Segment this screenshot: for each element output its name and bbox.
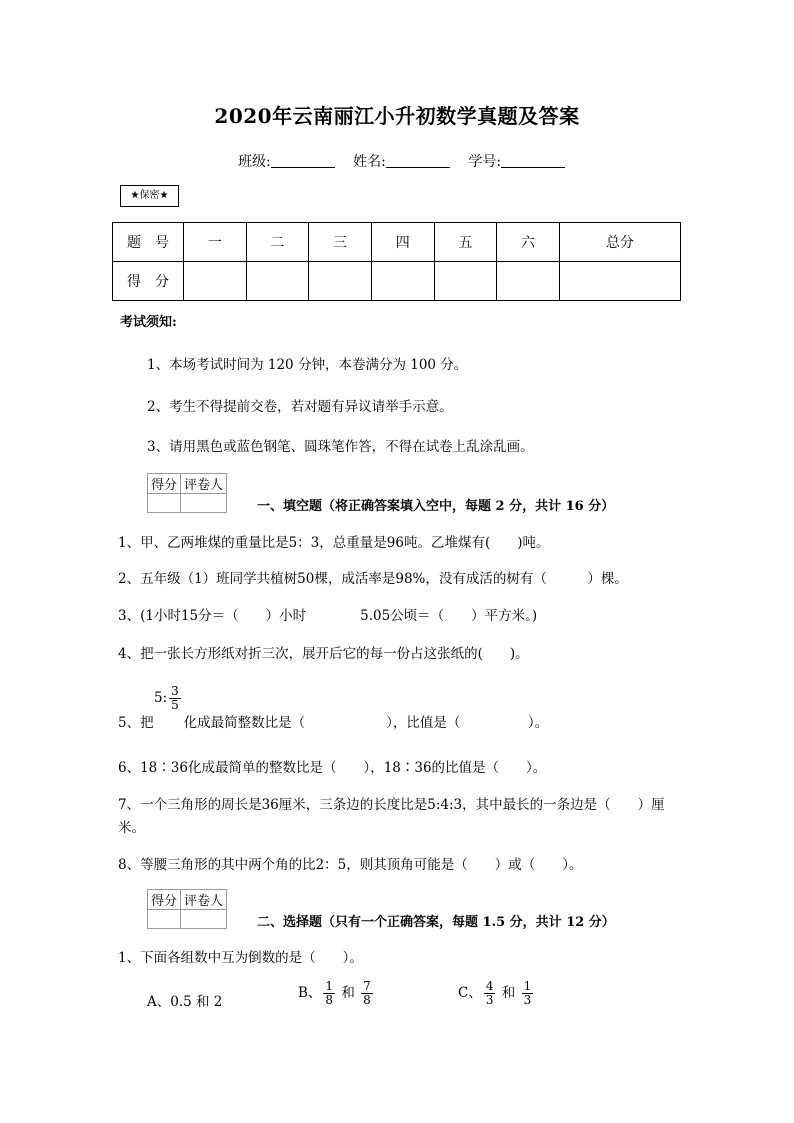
question-1-7-line2: 米。 xyxy=(118,820,145,836)
question-1-5-ratio xyxy=(154,685,183,712)
option-b-fraction-1 xyxy=(323,980,335,1007)
fraction-denominator: 8 xyxy=(363,993,371,1008)
question-1-8: 8、等腰三角形的其中两个角的比2：5，则其顶角可能是（ ）或（ ）。 xyxy=(118,857,583,873)
class-blank xyxy=(271,153,335,168)
ratio-prefix: 5: xyxy=(154,690,168,707)
question-1-2: 2、五年级（1）班同学共植树50棵，成活率是98%，没有成活的树有（ ）棵。 xyxy=(118,571,628,587)
score-row-label: 得 分 xyxy=(113,262,184,301)
section-2-heading: 二、选择题（只有一个正确答案，每题 1.5 分，共计 12 分） xyxy=(257,915,615,930)
fraction-denominator: 8 xyxy=(325,993,334,1008)
score-table-header-cell: 五 xyxy=(434,223,497,262)
fraction-numerator: 7 xyxy=(363,979,371,993)
score-cell xyxy=(371,262,434,301)
score-cell xyxy=(246,262,309,301)
student-info-line xyxy=(238,151,579,171)
score-table-header-cell: 四 xyxy=(371,223,434,262)
grader-reviewer-label: 评卷人 xyxy=(181,890,227,910)
notice-heading: 考试须知: xyxy=(120,315,177,330)
q5-prefix: 5、把 xyxy=(118,715,154,731)
class-label: 班级: xyxy=(238,154,271,170)
option-a: A、0.5 和 2 xyxy=(147,994,223,1010)
score-table-header-cell: 一 xyxy=(184,223,247,262)
fraction-denominator: 5 xyxy=(171,698,179,713)
score-cell xyxy=(184,262,247,301)
option-b-fraction-2 xyxy=(361,980,373,1007)
grader-box-1 xyxy=(147,473,227,513)
question-1-7-line1: 7、一个三角形的周长是36厘米，三条边的长度比是5:4:3，其中最长的一条边是（ ）厘 xyxy=(118,797,665,813)
grader-reviewer-label: 评卷人 xyxy=(181,474,227,494)
score-cell xyxy=(497,262,560,301)
fraction-numerator: 1 xyxy=(325,979,334,993)
option-b-and: 和 xyxy=(341,985,355,1002)
question-1-4: 4、把一张长方形纸对折三次，展开后它的每一份占这张纸的( )。 xyxy=(118,646,529,662)
name-label: 姓名: xyxy=(353,154,386,170)
grader-box-2 xyxy=(147,889,227,929)
fraction-numerator: 4 xyxy=(485,979,494,993)
fraction-numerator: 3 xyxy=(171,684,179,698)
score-cell xyxy=(559,262,680,301)
fraction-denominator: 3 xyxy=(485,993,494,1008)
student-id-label: 学号: xyxy=(468,154,502,170)
grader-score-label: 得分 xyxy=(148,474,181,494)
confidential-badge: ★保密★ xyxy=(120,185,179,207)
question-1-3: 3、(1小时15分＝（ ）小时 5.05公顷＝（ ）平方米。) xyxy=(118,608,538,624)
score-table-header-cell: 六 xyxy=(497,223,560,262)
grader-reviewer-cell xyxy=(181,494,227,513)
notice-item: 3、请用黑色或蓝色钢笔、圆珠笔作答，不得在试卷上乱涂乱画。 xyxy=(147,439,534,455)
grader-score-cell xyxy=(148,494,181,513)
score-table-score-row xyxy=(113,262,681,301)
question-1-5 xyxy=(118,711,548,731)
page-title: 2020年云南丽江小升初数学真题及答案 xyxy=(214,104,580,128)
question-1-6: 6、18∶36化成最简单的整数比是（ ），18∶36的比值是（ ）。 xyxy=(118,760,547,776)
score-cell xyxy=(309,262,372,301)
name-blank xyxy=(386,153,450,168)
question-2-1: 1、下面各组数中互为倒数的是（ ）。 xyxy=(118,950,363,966)
score-table-header-row xyxy=(113,223,681,262)
question-1-1: 1、甲、乙两堆煤的重量比是5：3，总重量是96吨。乙堆煤有( )吨。 xyxy=(118,535,550,551)
student-id-blank xyxy=(501,153,565,168)
score-table-header-cell: 题 号 xyxy=(113,223,184,262)
option-b xyxy=(298,980,375,1007)
score-table xyxy=(112,222,681,301)
score-table-header-cell: 三 xyxy=(309,223,372,262)
grader-reviewer-cell xyxy=(181,910,227,929)
option-c-and: 和 xyxy=(501,985,516,1002)
option-b-prefix: B、 xyxy=(298,985,322,1002)
ratio-fraction xyxy=(169,685,181,712)
notice-item: 2、考生不得提前交卷，若对题有异议请举手示意。 xyxy=(147,399,453,415)
fraction-numerator: 1 xyxy=(523,979,532,993)
grader-score-cell xyxy=(148,910,181,929)
grader-score-label: 得分 xyxy=(148,890,181,910)
section-1-heading: 一、填空题（将正确答案填入空中，每题 2 分，共计 16 分） xyxy=(257,499,615,514)
fraction-denominator: 3 xyxy=(523,993,532,1008)
score-cell xyxy=(434,262,497,301)
notice-item: 1、本场考试时间为 120 分钟，本卷满分为 100 分。 xyxy=(147,357,468,373)
score-table-header-cell: 总分 xyxy=(559,223,680,262)
q5-suffix: 化成最简整数比是（ ），比值是（ ）。 xyxy=(183,715,549,731)
option-c xyxy=(458,980,535,1007)
score-table-header-cell: 二 xyxy=(246,223,309,262)
option-c-fraction-1 xyxy=(484,980,496,1007)
option-c-fraction-2 xyxy=(522,980,534,1007)
option-c-prefix: C、 xyxy=(458,985,482,1002)
